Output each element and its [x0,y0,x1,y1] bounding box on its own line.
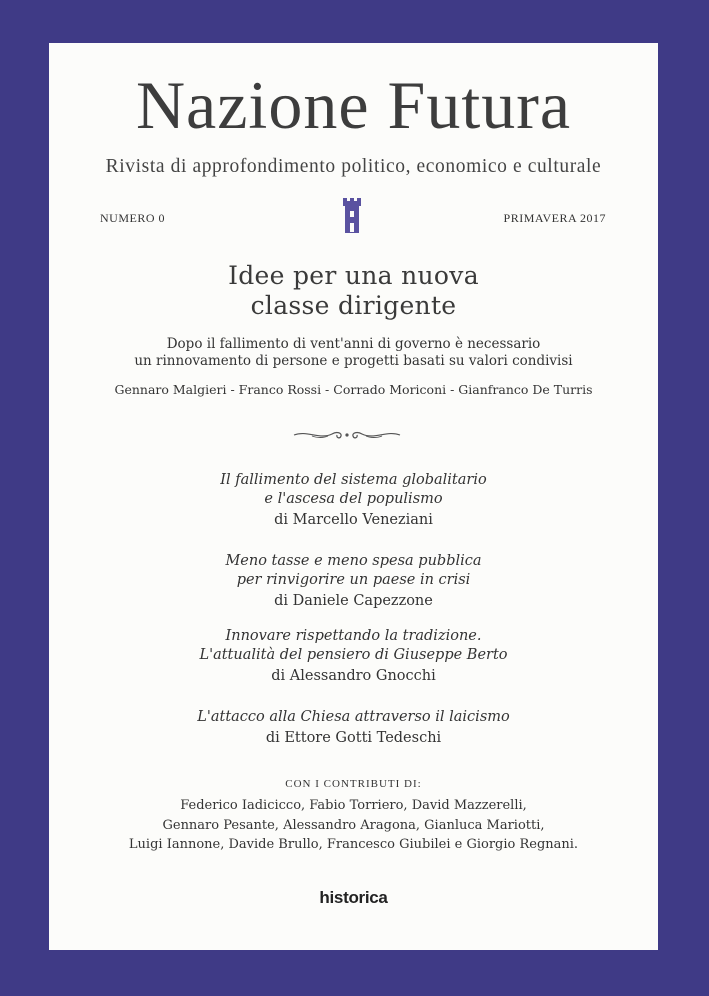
masthead-title: Nazione Futura [135,67,572,143]
contributors-line: Luigi Iannone, Davide Brullo, Francesco Giubilei e Giorgio Regnani. [128,837,579,852]
cover-authors: Gennaro Malgieri - Franco Rossi - Corrado Moriconi - Gianfranco De Turris [114,382,593,397]
cover-headline-line: classe dirigente [250,291,457,320]
article-title-line: e l'ascesa del populismo [264,491,443,507]
cover-subtitle [49,336,658,370]
cover-headline [49,261,658,321]
article-title-line: Il fallimento del sistema globalitario [220,472,487,488]
article-title-line: Innovare rispettando la tradizione. [225,628,482,644]
tower-icon [342,197,362,235]
article-block [49,627,658,686]
article-title-line: L'attacco alla Chiesa attraverso il laicismo [197,709,510,725]
article-title-line: L'attualità del pensiero di Giuseppe Berto [199,647,508,663]
publisher-logo: historica [319,888,388,907]
article-block [49,471,658,530]
article-title-line: per rinvigorire un paese in crisi [236,572,471,588]
magazine-cover [49,43,658,950]
contributors-label: CON I CONTRIBUTI DI: [285,778,422,790]
article-author: di Ettore Gotti Tedeschi [265,730,442,746]
article-title-line: Meno tasse e meno spesa pubblica [225,553,482,569]
contributors-line: Gennaro Pesante, Alessandro Aragona, Gianluca Mariotti, [162,817,545,833]
cover-headline-line: Idee per una nuova [228,261,479,290]
article-author: di Marcello Veneziani [274,512,433,528]
cover-subtitle-line: Dopo il fallimento di vent'anni di governo è necessario [166,336,541,352]
issue-season: PRIMAVERA 2017 [503,211,606,225]
article-block [49,552,658,611]
contributors-line: Federico Iadicicco, Fabio Torriero, David Mazzerelli, [180,798,527,813]
flourish-ornament [292,428,402,442]
article-block [49,708,658,748]
masthead-tagline: Rivista di approfondimento politico, economico e culturale [105,156,602,177]
cover-subtitle-line: un rinnovamento di persone e progetti basati su valori condivisi [134,353,573,369]
article-author: di Daniele Capezzone [274,593,433,609]
article-author: di Alessandro Gnocchi [271,668,436,684]
issue-number: NUMERO 0 [100,211,166,225]
contributors-list [49,796,658,855]
